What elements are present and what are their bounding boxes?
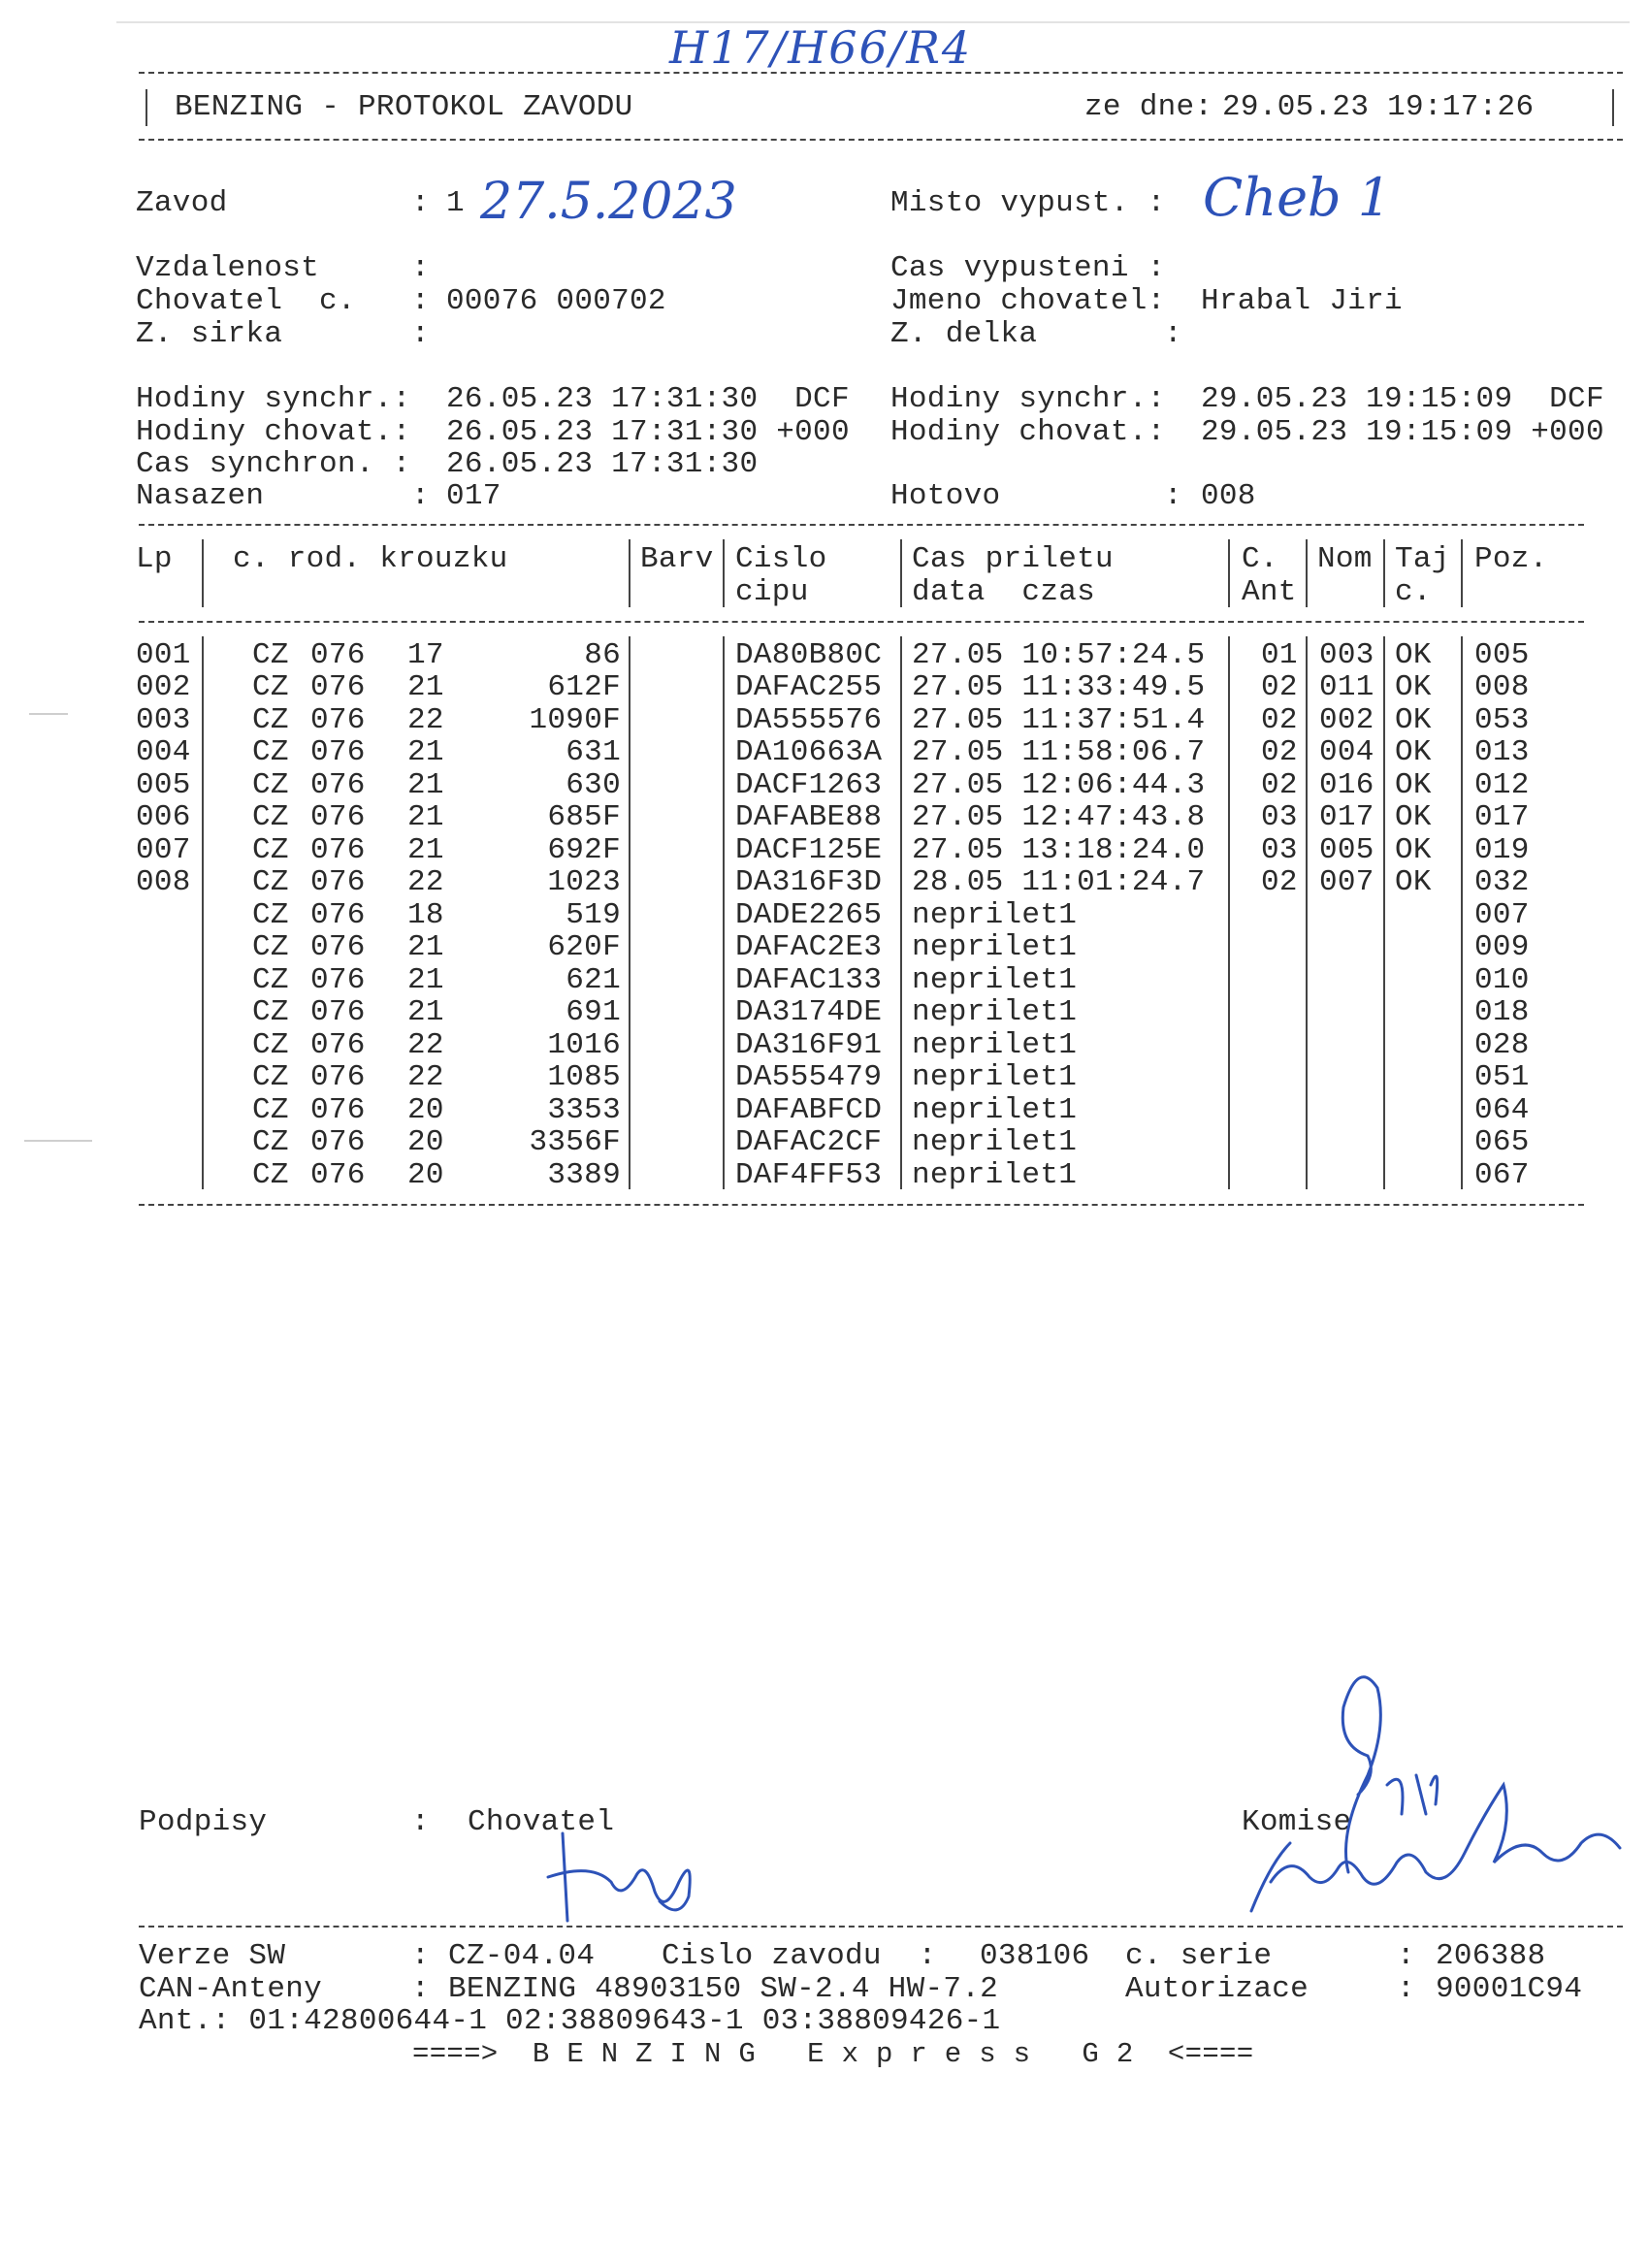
hod-synchr-right: 29.05.23 19:15:09 DCF [1201, 382, 1604, 416]
z-delka-label: Z. delka [890, 317, 1038, 351]
cell-nom: 007 [1319, 865, 1374, 899]
z-sirka-label: Z. sirka [136, 317, 283, 351]
cell-nom: 011 [1319, 670, 1374, 704]
cell-poz: 007 [1474, 898, 1530, 932]
cell-chip: DACF1263 [735, 768, 883, 802]
cell-poz: 009 [1474, 930, 1530, 964]
col-header-taj: Taj [1395, 542, 1450, 576]
cell-year: 21 [407, 995, 444, 1029]
cell-chip: DA555576 [735, 703, 883, 737]
col-header-nom: Nom [1317, 542, 1373, 576]
col-header-poz: Poz. [1474, 542, 1548, 576]
breeder-signature [534, 1824, 718, 1930]
hod-synchr-left: 26.05.23 17:31:30 DCF [446, 382, 850, 416]
cell-year: 22 [407, 865, 444, 899]
autorizace-label: Autorizace [1125, 1972, 1310, 2006]
cell-ring-number: 3353 [547, 1093, 621, 1127]
serie-value: 206388 [1436, 1939, 1546, 1973]
cell-org: 076 [310, 930, 366, 964]
cell-taj: OK [1395, 833, 1432, 867]
cell-taj: OK [1395, 703, 1432, 737]
cell-poz: 065 [1474, 1125, 1530, 1159]
cell-ring-number: 685F [547, 800, 621, 834]
serie-label: c. serie [1125, 1939, 1273, 1973]
cell-ant: 02 [1261, 735, 1298, 769]
cell-year: 22 [407, 1060, 444, 1094]
colon: : [411, 251, 430, 285]
cell-year: 20 [407, 1093, 444, 1127]
cell-time: neprilet1 [912, 1158, 1078, 1192]
cell-cc: CZ [252, 898, 289, 932]
cell-chip: DA316F3D [735, 865, 883, 899]
cell-poz: 017 [1474, 800, 1530, 834]
cell-cc: CZ [252, 995, 289, 1029]
cell-year: 21 [407, 930, 444, 964]
cell-time: neprilet1 [912, 995, 1078, 1029]
colon: : [411, 284, 430, 318]
cell-ant: 02 [1261, 768, 1298, 802]
cell-ring-number: 86 [584, 638, 621, 672]
cell-cc: CZ [252, 930, 289, 964]
cell-org: 076 [310, 1093, 366, 1127]
cell-year: 21 [407, 768, 444, 802]
protocol-title: BENZING - PROTOKOL ZAVODU [175, 90, 633, 124]
verze-label: Verze SW [139, 1939, 286, 1973]
cell-cc: CZ [252, 1093, 289, 1127]
hod-chovat-label: Hodiny chovat.: [136, 415, 411, 449]
cell-chip: DAFAC133 [735, 963, 883, 997]
can-value: BENZING 48903150 SW-2.4 HW-7.2 [448, 1972, 999, 2006]
nasazen-value: 017 [446, 479, 501, 513]
cell-ring-number: 3389 [547, 1158, 621, 1192]
cell-ring-number: 621 [566, 963, 621, 997]
cell-cc: CZ [252, 833, 289, 867]
cell-taj: OK [1395, 768, 1432, 802]
colon: : [411, 479, 430, 513]
cell-nom: 017 [1319, 800, 1374, 834]
cell-poz: 028 [1474, 1028, 1530, 1062]
cell-poz: 067 [1474, 1158, 1530, 1192]
jmeno-value: Hrabal Jiri [1201, 284, 1403, 318]
cell-chip: DA10663A [735, 735, 883, 769]
cell-time: neprilet1 [912, 963, 1078, 997]
cell-taj: OK [1395, 735, 1432, 769]
cell-time: 27.05 11:33:49.5 [912, 670, 1206, 704]
hod-chovat-right-label: Hodiny chovat.: [890, 415, 1166, 449]
cell-org: 076 [310, 995, 366, 1029]
cell-time: neprilet1 [912, 1028, 1078, 1062]
cell-nom: 004 [1319, 735, 1374, 769]
cell-org: 076 [310, 963, 366, 997]
col-header-chip-2: cipu [735, 575, 809, 609]
col-header-ant: C. [1242, 542, 1278, 576]
handwritten-release-place: Cheb 1 [1203, 167, 1392, 228]
cell-ring-number: 691 [566, 995, 621, 1029]
vzdalenost-label: Vzdalenost [136, 251, 320, 285]
cell-time: neprilet1 [912, 1093, 1078, 1127]
cell-cc: CZ [252, 865, 289, 899]
cas-synchron-value: 26.05.23 17:31:30 [446, 447, 759, 481]
cell-ring-number: 631 [566, 735, 621, 769]
cell-cc: CZ [252, 1125, 289, 1159]
handwritten-top-code: H17/H66/R4 [669, 21, 973, 74]
cell-org: 076 [310, 1125, 366, 1159]
colon: : [411, 186, 430, 220]
zavod-label: Zavod [136, 186, 228, 220]
cell-ant: 01 [1261, 638, 1298, 672]
cell-org: 076 [310, 735, 366, 769]
cell-year: 18 [407, 898, 444, 932]
cell-cc: CZ [252, 735, 289, 769]
cell-time: 27.05 12:47:43.8 [912, 800, 1206, 834]
cell-ring-number: 1090F [529, 703, 621, 737]
cell-ant: 02 [1261, 703, 1298, 737]
cell-chip: DACF125E [735, 833, 883, 867]
cell-org: 076 [310, 1060, 366, 1094]
cell-year: 21 [407, 963, 444, 997]
commission-signature [1232, 1669, 1630, 1921]
cas-synchron-label: Cas synchron. : [136, 447, 411, 481]
cell-org: 076 [310, 1028, 366, 1062]
colon: : [411, 1939, 430, 1973]
hod-synchr-label: Hodiny synchr.: [136, 382, 411, 416]
cell-ant: 02 [1261, 865, 1298, 899]
cell-ring-number: 620F [547, 930, 621, 964]
chovatel-c-value: 00076 000702 [446, 284, 666, 318]
cell-nom: 002 [1319, 703, 1374, 737]
cell-chip: DA3174DE [735, 995, 883, 1029]
cas-vypusteni-label: Cas vypusteni : [890, 251, 1166, 285]
cell-year: 17 [407, 638, 444, 672]
podpisy-label: Podpisy [139, 1805, 268, 1839]
jmeno-label: Jmeno chovatel: [890, 284, 1166, 318]
cell-chip: DA316F91 [735, 1028, 883, 1062]
cell-time: 27.05 10:57:24.5 [912, 638, 1206, 672]
cell-ring-number: 3356F [529, 1125, 621, 1159]
misto-label: Misto vypust. : [890, 186, 1166, 220]
cell-cc: CZ [252, 1028, 289, 1062]
handwritten-race-date: 27.5.2023 [480, 173, 737, 231]
cell-lp: 008 [136, 865, 191, 899]
cell-cc: CZ [252, 1060, 289, 1094]
colon: : [1397, 1972, 1415, 2006]
cell-taj: OK [1395, 800, 1432, 834]
colon: : [1164, 479, 1182, 513]
col-header-ant-2: Ant [1242, 575, 1297, 609]
cell-lp: 004 [136, 735, 191, 769]
cell-poz: 008 [1474, 670, 1530, 704]
cell-ant: 02 [1261, 670, 1298, 704]
cell-chip: DAF4FF53 [735, 1158, 883, 1192]
cell-taj: OK [1395, 865, 1432, 899]
cell-lp: 005 [136, 768, 191, 802]
cell-cc: CZ [252, 1158, 289, 1192]
cell-cc: CZ [252, 703, 289, 737]
col-header-lp: Lp [136, 542, 173, 576]
cell-time: neprilet1 [912, 898, 1078, 932]
cell-ring-number: 519 [566, 898, 621, 932]
cell-poz: 032 [1474, 865, 1530, 899]
cell-ring-number: 630 [566, 768, 621, 802]
cell-chip: DAFABFCD [735, 1093, 883, 1127]
cell-poz: 053 [1474, 703, 1530, 737]
cell-time: 27.05 11:58:06.7 [912, 735, 1206, 769]
autorizace-value: 90001C94 [1436, 1972, 1583, 2006]
hod-chovat-left: 26.05.23 17:31:30 +000 [446, 415, 850, 449]
cell-time: 28.05 11:01:24.7 [912, 865, 1206, 899]
cell-org: 076 [310, 670, 366, 704]
hotovo-value: 008 [1201, 479, 1256, 513]
verze-value: CZ-04.04 [448, 1939, 596, 1973]
cell-org: 076 [310, 768, 366, 802]
cell-time: 27.05 12:06:44.3 [912, 768, 1206, 802]
cell-org: 076 [310, 1158, 366, 1192]
cell-org: 076 [310, 703, 366, 737]
brand-line: ====> B E N Z I N G E x p r e s s G 2 <==== [412, 2038, 1254, 2070]
col-header-ring: c. rod. krouzku [233, 542, 508, 576]
cell-chip: DAFAC2CF [735, 1125, 883, 1159]
cell-lp: 007 [136, 833, 191, 867]
cell-org: 076 [310, 898, 366, 932]
cislo-zavodu-value: 038106 [980, 1939, 1090, 1973]
cell-taj: OK [1395, 638, 1432, 672]
cell-year: 20 [407, 1125, 444, 1159]
cell-ring-number: 1016 [547, 1028, 621, 1062]
cell-poz: 018 [1474, 995, 1530, 1029]
cell-org: 076 [310, 800, 366, 834]
hod-synchr-right-label: Hodiny synchr.: [890, 382, 1166, 416]
cell-time: neprilet1 [912, 1125, 1078, 1159]
cell-chip: DA80B80C [735, 638, 883, 672]
scan-mark [24, 1140, 92, 1142]
cell-ant: 03 [1261, 800, 1298, 834]
colon: : [411, 317, 430, 351]
protocol-date-label: ze dne: [1084, 90, 1213, 124]
chovatel-signature-label: Chovatel [468, 1805, 615, 1839]
cell-nom: 005 [1319, 833, 1374, 867]
cislo-zavodu-label: Cislo zavodu : [662, 1939, 937, 1973]
cell-org: 076 [310, 833, 366, 867]
col-header-time: Cas priletu [912, 542, 1114, 576]
colon: : [411, 1805, 430, 1839]
cell-cc: CZ [252, 638, 289, 672]
cell-cc: CZ [252, 768, 289, 802]
cell-poz: 005 [1474, 638, 1530, 672]
colon: : [411, 1972, 430, 2006]
col-header-taj-2: c. [1395, 575, 1432, 609]
colon: : [1164, 317, 1182, 351]
komise-label: Komise [1242, 1805, 1352, 1839]
nasazen-label: Nasazen [136, 479, 265, 513]
zavod-value: 1 [446, 186, 465, 220]
cell-poz: 010 [1474, 963, 1530, 997]
can-label: CAN-Anteny [139, 1972, 323, 2006]
cell-ant: 03 [1261, 833, 1298, 867]
cell-ring-number: 692F [547, 833, 621, 867]
cell-poz: 064 [1474, 1093, 1530, 1127]
cell-ring-number: 1023 [547, 865, 621, 899]
cell-year: 21 [407, 800, 444, 834]
cell-taj: OK [1395, 670, 1432, 704]
col-header-barv: Barv [640, 542, 714, 576]
cell-lp: 002 [136, 670, 191, 704]
cell-org: 076 [310, 865, 366, 899]
cell-poz: 012 [1474, 768, 1530, 802]
cell-poz: 013 [1474, 735, 1530, 769]
cell-year: 21 [407, 833, 444, 867]
chovatel-c-label: Chovatel c. [136, 284, 356, 318]
cell-time: 27.05 11:37:51.4 [912, 703, 1206, 737]
col-header-time-2: data czas [912, 575, 1096, 609]
colon: : [1397, 1939, 1415, 1973]
cell-time: neprilet1 [912, 1060, 1078, 1094]
cell-time: neprilet1 [912, 930, 1078, 964]
cell-chip: DAFABE88 [735, 800, 883, 834]
cell-year: 22 [407, 1028, 444, 1062]
cell-year: 21 [407, 670, 444, 704]
cell-org: 076 [310, 638, 366, 672]
cell-ring-number: 1085 [547, 1060, 621, 1094]
cell-year: 22 [407, 703, 444, 737]
cell-poz: 051 [1474, 1060, 1530, 1094]
cell-lp: 001 [136, 638, 191, 672]
cell-chip: DA555479 [735, 1060, 883, 1094]
antenna-line: Ant.: 01:42800644-1 02:38809643-1 03:38809426-1 [139, 2004, 1001, 2038]
protocol-date-value: 29.05.23 19:17:26 [1222, 90, 1535, 124]
cell-poz: 019 [1474, 833, 1530, 867]
cell-nom: 016 [1319, 768, 1374, 802]
cell-lp: 006 [136, 800, 191, 834]
hod-chovat-right: 29.05.23 19:15:09 +000 [1201, 415, 1604, 449]
scan-mark [29, 713, 68, 715]
cell-chip: DADE2265 [735, 898, 883, 932]
cell-cc: CZ [252, 670, 289, 704]
cell-chip: DAFAC255 [735, 670, 883, 704]
cell-time: 27.05 13:18:24.0 [912, 833, 1206, 867]
cell-ring-number: 612F [547, 670, 621, 704]
cell-lp: 003 [136, 703, 191, 737]
cell-year: 20 [407, 1158, 444, 1192]
cell-chip: DAFAC2E3 [735, 930, 883, 964]
cell-nom: 003 [1319, 638, 1374, 672]
cell-cc: CZ [252, 963, 289, 997]
col-header-chip: Cislo [735, 542, 827, 576]
hotovo-label: Hotovo [890, 479, 1001, 513]
cell-cc: CZ [252, 800, 289, 834]
cell-year: 21 [407, 735, 444, 769]
